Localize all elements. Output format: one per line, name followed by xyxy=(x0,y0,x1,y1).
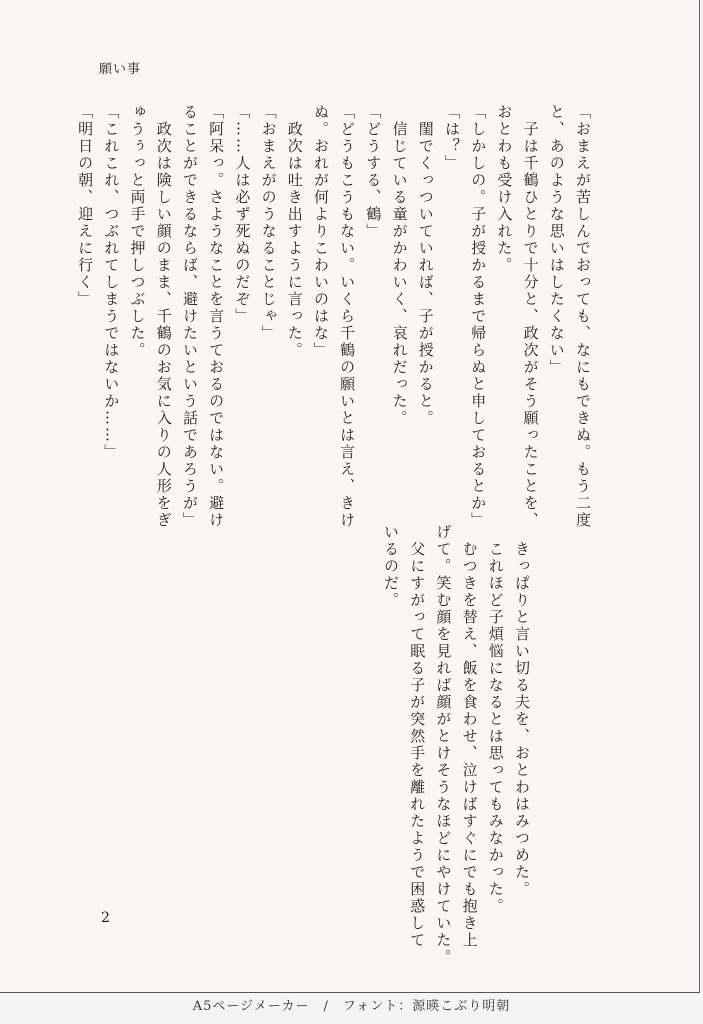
text-line: 「阿呆っ。さようなことを言うておるのではない。避け xyxy=(207,104,226,529)
text-line: 「明日の朝、迎えに行く」 xyxy=(76,104,95,308)
text-line: ゅうぅっと両手で押しつぶした。 xyxy=(128,104,147,359)
text-line: 「どうする、鶴」 xyxy=(364,104,383,240)
text-line: ぬ。おれが何よりこわいのはな」 xyxy=(311,104,330,359)
text-line: 「しかしの。子が授かるまで帰らぬと申しておるとか」 xyxy=(469,104,488,529)
text-line: 「……人は必ず死ぬのだぞ」 xyxy=(233,104,252,325)
text-line: 「おまえがのうなることじゃ」 xyxy=(259,104,278,342)
page-number: 2 xyxy=(101,910,110,926)
text-line: 「おまえが苦しんでおっても、なにもできぬ。もう二度 xyxy=(574,104,592,529)
text-line: 政次は険しい顔のまま、千鶴のお気に入りの人形をぎ xyxy=(154,104,173,529)
upper-text-block xyxy=(72,104,596,529)
text-line: と、あのような思いはしたくない」 xyxy=(547,104,566,376)
footer-credit: A5ページメーカー / フォント：源暎こぶり明朝 xyxy=(192,999,511,1014)
text-line: むつきを替え、飯を食わせ、泣けばすぐにでも抱き上 xyxy=(460,524,479,949)
text-line: 父にすがって眠る子が突然手を離れたようで困惑して xyxy=(408,524,427,949)
text-line: きっぱりと言い切る夫を、おとわはみつめた。 xyxy=(513,524,531,898)
text-line: 子は千鶴ひとりで十分と、政次がそう願ったことを、 xyxy=(521,104,540,529)
text-line: 「は？」 xyxy=(442,104,461,172)
text-line: 信じている童がかわいく、哀れだった。 xyxy=(390,104,409,427)
text-line: おとわも受け入れた。 xyxy=(495,104,514,274)
text-line: これほど子煩悩になるとは思ってもみなかった。 xyxy=(486,524,505,915)
text-line: 「どうもこうもない。いくら千鶴の願いとは言え、きけ xyxy=(338,104,357,529)
text-line: 「これこれ、つぶれてしまうではないか……」 xyxy=(102,104,121,461)
text-line: 閨でくっついていれば、子が授かると。 xyxy=(416,104,435,427)
running-header-title: 願い事 xyxy=(99,62,142,77)
text-line: 政次は吐き出すように言った。 xyxy=(285,104,304,359)
text-line: いるのだ。 xyxy=(381,524,400,609)
lower-text-block xyxy=(378,524,535,966)
text-line: ることができるならば、避けたいという話であろうが」 xyxy=(180,104,199,529)
text-line: げて。笑む顔を見れば顔がとけそうなほどにやけていた。 xyxy=(434,524,453,966)
